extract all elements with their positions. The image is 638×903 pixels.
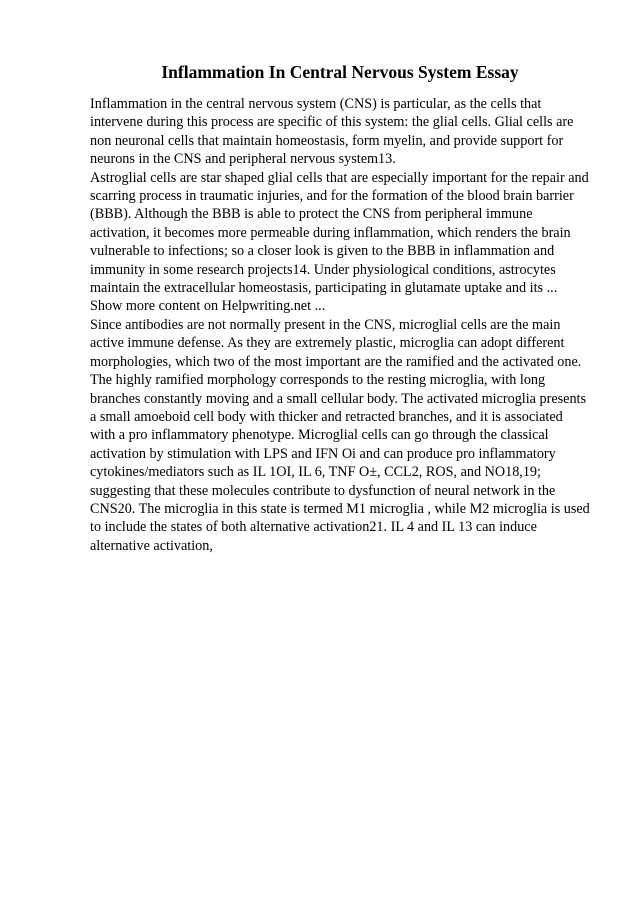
document-title: Inflammation In Central Nervous System Essay xyxy=(161,62,519,82)
paragraph-cns-inflammation: Inflammation in the central nervous system (CNS) is particular, as the cells that intervene during this process are specific of this system: the glial cells. Glial cells are non neuronal cells that maintain homeostasis, form myelin, and provide support for neurons in the CNS and peripheral nervous system13. xyxy=(90,96,574,168)
paragraph-microglial-cells: Since antibodies are not normally present in the CNS, microglial cells are the main active immune defense. As they are extremely plastic, microglia can adopt different morphologies, which two of the most important are the ramified and the activated one. The highly ramified morphology corresponds to the resting microglia, with long branches constantly moving and a small cellular body. The activated microglia presents a small amoeboid cell body with thicker and retracted branches, and it is associated with a pro inflammatory phenotype. Microglial cells can go through the classical activation by stimulation with LPS and IFN Oi and can produce pro inflammatory cytokines/mediators such as IL 1OI, IL 6, TNF O±, CCL2, ROS, and NO18,19; suggesting that these molecules contribute to dysfunction of neural network in the CNS20. The microglia in this state is termed M1 microglia , while M2 microglia is used to include the states of both alternative activation21. IL 4 and IL 13 can induce alternative activation, xyxy=(90,316,590,554)
document-body xyxy=(90,95,590,555)
paragraph-astroglial-cells: Astroglial cells are star shaped glial cells that are especially important for the repair and scarring process in traumatic injuries, and for the formation of the blood brain barrier (BBB). Although the BBB is able to protect the CNS from peripheral immune activation, it becomes more permeable during inflammation, which renders the brain vulnerable to infections; so a closer look is given to the BBB in inflammation and immunity in some research projects14. Under physiological conditions, astrocytes maintain the extracellular homeostasis, participating in glutamate uptake and its ... xyxy=(90,169,589,297)
show-more-link[interactable]: Show more content on Helpwriting.net ... xyxy=(90,298,326,315)
